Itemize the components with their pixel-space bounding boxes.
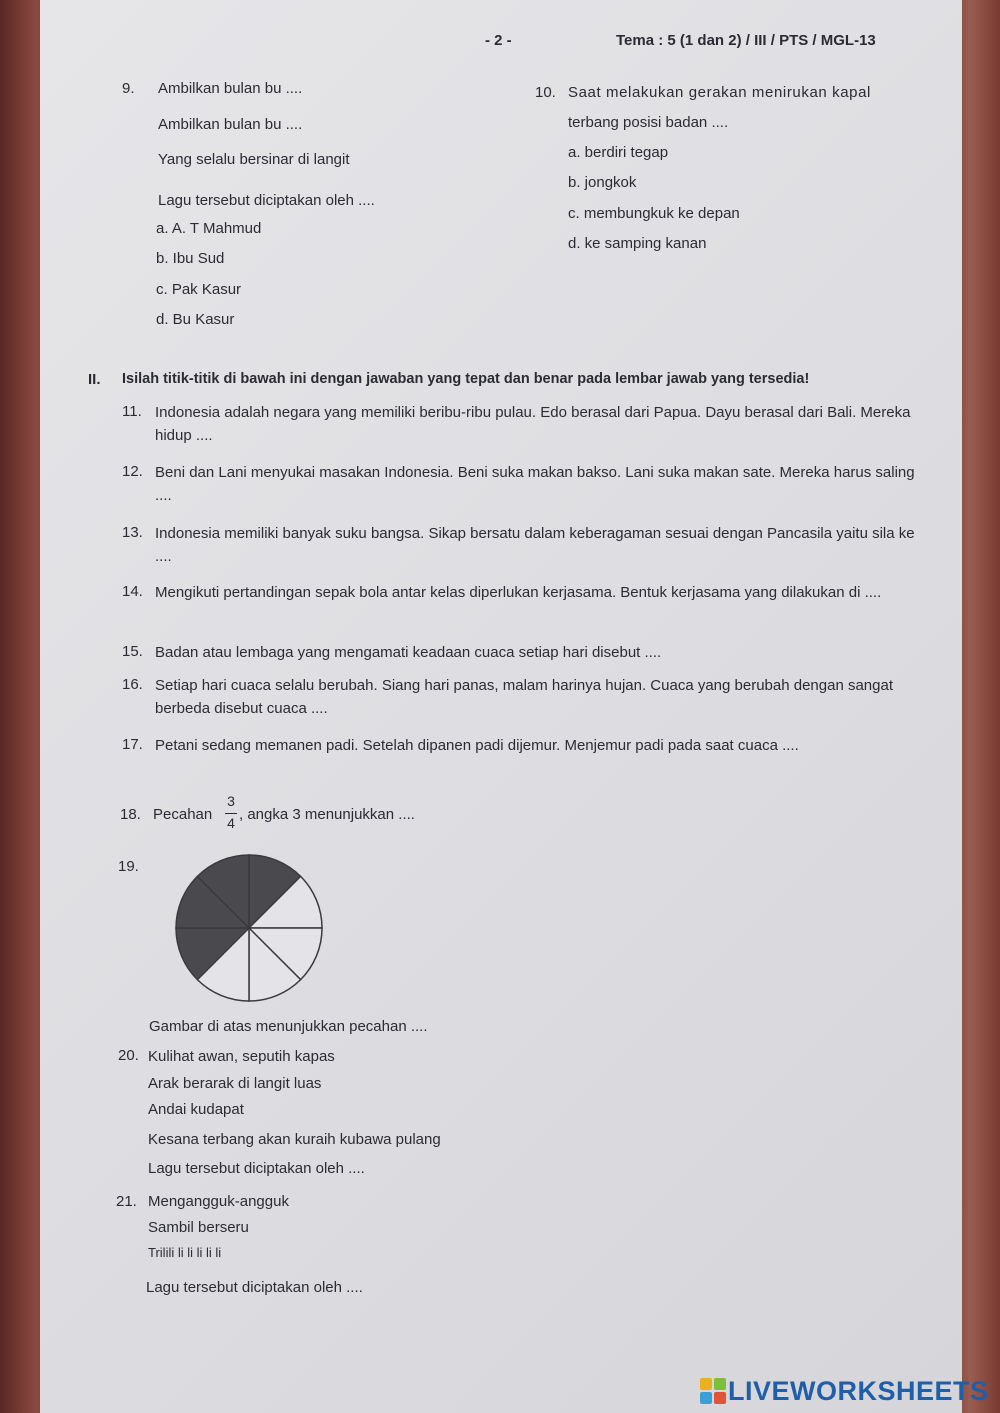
q11-text: Indonesia adalah negara yang memiliki beribu-ribu pulau. Edo berasal dari Papua. Dayu berasal dari Bali. Mereka hidup .... <box>155 404 911 444</box>
q14-number: 14. <box>122 583 143 600</box>
q17-number: 17. <box>122 736 143 753</box>
fraction-line <box>225 813 237 814</box>
q12-text: Beni dan Lani menyukai masakan Indonesia. Beni suka makan bakso. Lani suka makan sate. Mereka harus saling .... <box>155 464 915 504</box>
fraction-numerator: 3 <box>227 793 235 809</box>
q21-line: Trilili li li li li li <box>148 1245 222 1260</box>
q9-option: a. A. T Mahmud <box>156 220 262 237</box>
section-number: II. <box>88 371 101 388</box>
q9-line: Yang selalu bersinar di langit <box>158 151 350 168</box>
q20-line: Lagu tersebut diciptakan oleh .... <box>148 1160 365 1177</box>
q21-line: Sambil berseru <box>148 1219 249 1236</box>
q20-line: Kesana terbang akan kuraih kubawa pulang <box>148 1131 441 1148</box>
fraction-circle <box>171 850 327 1006</box>
section-instruction: Isilah titik-titik di bawah ini dengan jawaban yang tepat dan benar pada lembar jawab yang tersedia! <box>122 371 810 387</box>
q9-number: 9. <box>122 80 135 97</box>
q10-option: d. ke samping kanan <box>568 235 707 252</box>
q19-number: 19. <box>118 858 139 875</box>
q9-option: b. Ibu Sud <box>156 250 225 267</box>
logo-square-1 <box>700 1378 712 1390</box>
q10-line: terbang posisi badan .... <box>568 114 729 131</box>
q18-suffix: , angka 3 menunjukkan .... <box>239 806 415 823</box>
q10-option: a. berdiri tegap <box>568 144 669 161</box>
q20-line: Andai kudapat <box>148 1101 244 1118</box>
liveworksheets-logo-text: LIVEWORKSHEETS <box>728 1375 989 1406</box>
q9-option: d. Bu Kasur <box>156 311 235 328</box>
q20-number: 20. <box>118 1047 139 1064</box>
q9-option: c. Pak Kasur <box>156 281 242 298</box>
exam-page <box>40 0 962 1413</box>
q9-line: Ambilkan bulan bu .... <box>158 116 303 133</box>
q15-number: 15. <box>122 643 143 660</box>
q9-line: Ambilkan bulan bu .... <box>158 80 303 97</box>
q21-line: Mengangguk-angguk <box>148 1193 289 1210</box>
q12-number: 12. <box>122 463 143 480</box>
q13-number: 13. <box>122 524 143 541</box>
q14-text: Mengikuti pertandingan sepak bola antar kelas diperlukan kerjasama. Bentuk kerjasama yang dilakukan di .... <box>155 584 882 601</box>
q9-line: Lagu tersebut diciptakan oleh .... <box>158 192 375 209</box>
q20-line: Arak berarak di langit luas <box>148 1075 322 1092</box>
q21-line: Lagu tersebut diciptakan oleh .... <box>146 1279 363 1296</box>
q10-option: c. membungkuk ke depan <box>568 205 740 222</box>
liveworksheets-logo <box>700 1374 996 1408</box>
q20-line: Kulihat awan, seputih kapas <box>148 1048 335 1065</box>
logo-square-3 <box>700 1392 712 1404</box>
logo-square-4 <box>714 1392 726 1404</box>
exam-theme: Tema : 5 (1 dan 2) / III / PTS / MGL-13 <box>616 32 876 49</box>
q10-option: b. jongkok <box>568 174 637 191</box>
logo-square-2 <box>714 1378 726 1390</box>
q13-text: Indonesia memiliki banyak suku bangsa. Sikap bersatu dalam keberagaman sesuai dengan Pancasila yaitu sila ke .... <box>155 525 915 565</box>
q19-caption: Gambar di atas menunjukkan pecahan .... <box>149 1018 428 1035</box>
q18-prefix: Pecahan <box>153 806 213 823</box>
q15-text: Badan atau lembaga yang mengamati keadaan cuaca setiap hari disebut .... <box>155 644 662 661</box>
fraction-denominator: 4 <box>227 815 235 831</box>
q10-line: Saat melakukan gerakan menirukan kapal <box>568 84 871 101</box>
q11-number: 11. <box>122 403 142 420</box>
liveworksheets-logo-icon <box>700 1378 726 1404</box>
q16-text: Setiap hari cuaca selalu berubah. Siang hari panas, malam harinya hujan. Cuaca yang berubah dengan sangat berbeda disebut cuaca .... <box>155 677 894 717</box>
page-number: - 2 - <box>485 32 512 49</box>
q17-text: Petani sedang memanen padi. Setelah dipanen padi dijemur. Menjemur padi pada saat cuaca .... <box>155 737 799 754</box>
q21-number: 21. <box>116 1193 137 1210</box>
q16-number: 16. <box>122 676 143 693</box>
q10-number: 10. <box>535 84 556 101</box>
q18-number: 18. <box>120 806 141 823</box>
